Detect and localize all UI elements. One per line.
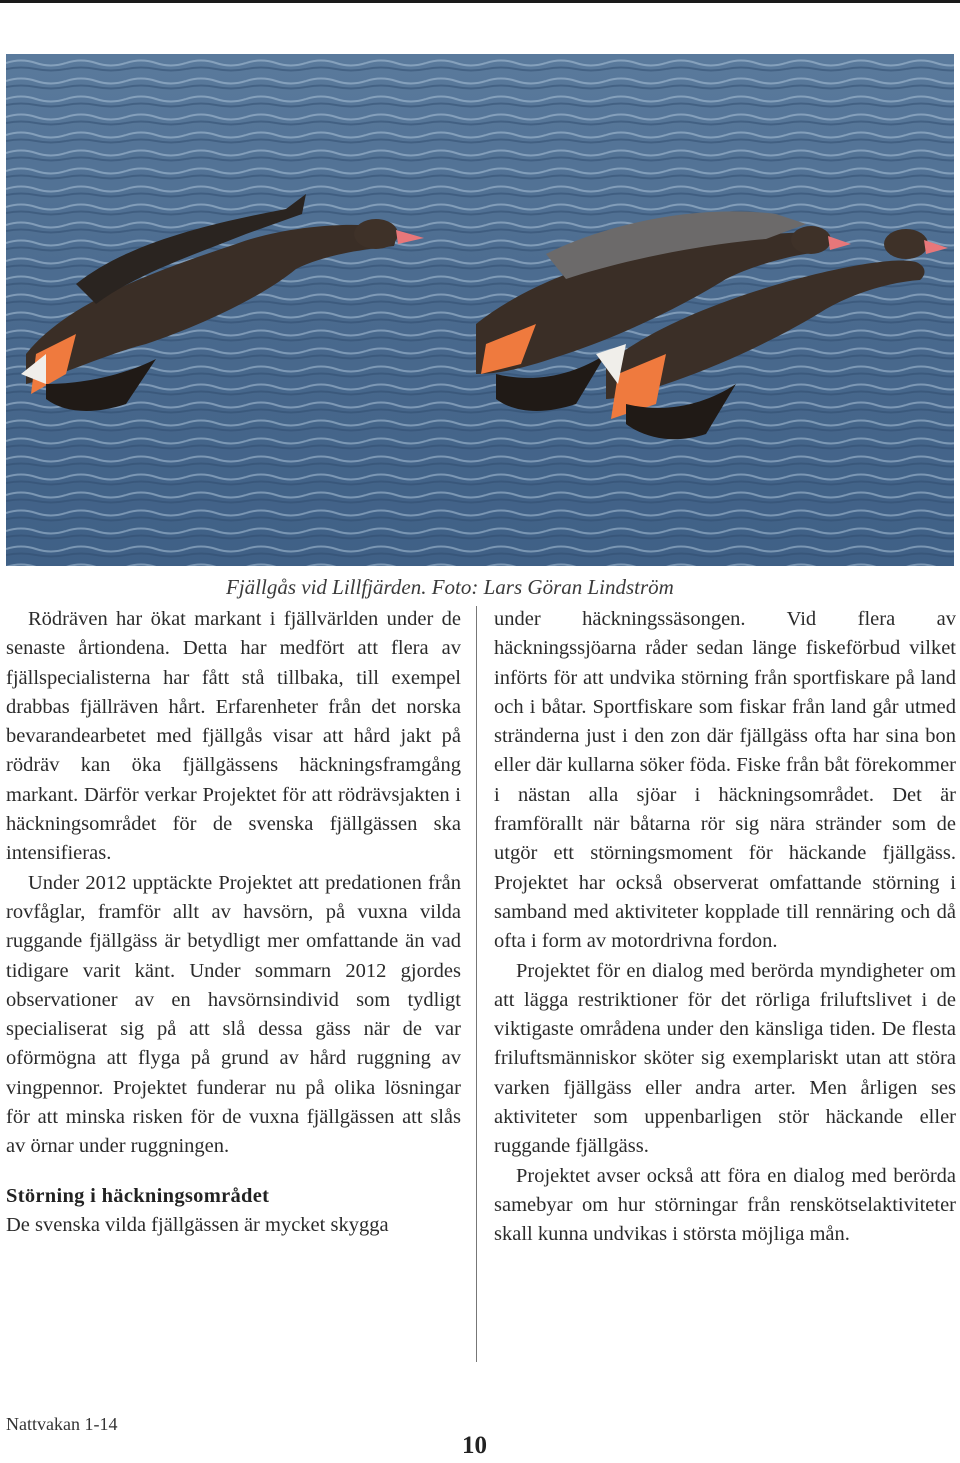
right-column	[494, 605, 956, 1250]
left-paragraph-1: Rödräven har ökat markant i fjällvärlden under de senaste årtiondena. Detta har medfört att flera av fjällspecialisterna har fått stå tillbaka, till exempel drabbas fjällräven hårt. Erfarenheter från det norska bevarandearbetet med fjällgås visar att hård jakt på rödräv kan öka fjällgässens häckningsframgång markant. Därför verkar Projektet för att rödrävsjakten i häckningsområdet för de svenska fjällgässen ska intensifieras.	[6, 608, 461, 865]
right-paragraph-1: under häckningssäsongen. Vid flera av häckningssjöarna råder sedan länge fiskeförbud vilket införts för att undvika störning från sportfiskare på land och i båtar. Sportfiskare som fiskar från land går utmed stränderna just i den zon där fjällgäss ofta har sina bon eller där kullarna söker föda. Fiske från båt förekommer i nästan alla sjöar i häckningsområdet. Det är framförallt när båtarna rör sig nära stränder som de utgör ett störningsmoment för häckande fjällgäss. Projektet har också observerat omfattande störning i samband med aktiviteter kopplade till rennäring och då ofta i form av motordrivna fordon.	[494, 608, 956, 953]
left-column	[6, 605, 461, 1240]
left-paragraph-2: Under 2012 upptäckte Projektet att predationen från rovfåglar, framför allt av havsörn, på vuxna vilda ruggande fjällgäss är betydligt mer omfattande än vad tidigare varit känt. Under sommarn 2012 gjordes observationer av en havsörnsindivid som tydligt specialiserat sig på att slå dessa gäss när de var oförmögna att flyga på grund av hård ruggning av vingpennor. Projektet funderar nu på olika lösningar för att minska risken för de vuxna fjällgässen att slås av örnar under ruggningen.	[6, 871, 461, 1158]
right-paragraph-3: Projektet avser också att föra en dialog med berörda samebyar om hur störningar från renskötselaktiviteter skall kunna undvikas i största möjliga mån.	[494, 1164, 956, 1246]
page-number: 10	[462, 1432, 487, 1459]
photo-caption: Fjällgås vid Lillfjärden. Foto: Lars Göran Lindström	[226, 575, 674, 599]
geese-illustration	[6, 54, 954, 566]
left-paragraph-3: De svenska vilda fjällgässen är mycket skygga	[6, 1213, 389, 1236]
column-divider	[476, 606, 477, 1362]
right-paragraph-2: Projektet för en dialog med berörda myndigheter om att lägga restriktioner för det rörliga friluftslivet i de viktigaste områdena under den känsliga tiden. De flesta friluftsmänniskor sköter sig exemplariskt utan att störa varken fjällgäss eller andra arter. Men årligen ses aktiviteter som uppenbarligen stör häckande eller ruggande fjällgäss.	[494, 959, 956, 1158]
publication-name: Nattvakan 1-14	[6, 1414, 118, 1434]
top-rule	[0, 0, 960, 3]
section-heading: Störning i häckningsområdet	[6, 1184, 270, 1207]
geese-photo	[6, 54, 954, 566]
